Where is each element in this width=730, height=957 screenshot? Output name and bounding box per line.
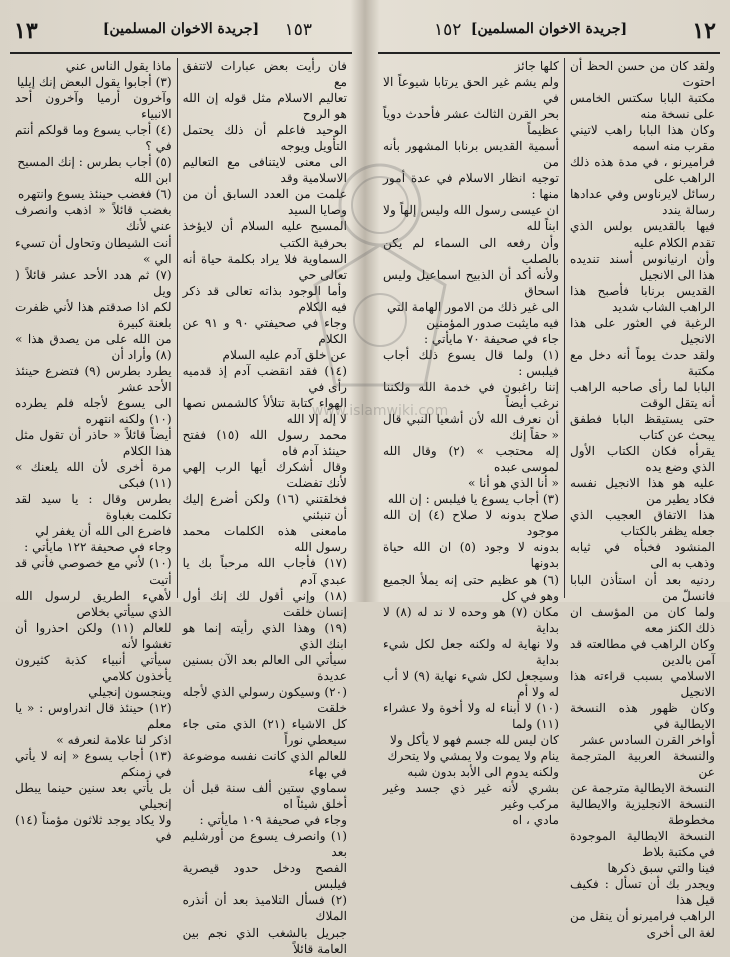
text-line: وكان الراهب في مطالعته قد آمن بالدين: [569, 636, 715, 667]
text-line: (٢٠) وسيكون رسولي الذي لأجله خلقت: [182, 684, 347, 715]
text-line: النسخة الانجليزية والايطالية مخطوطة: [569, 797, 715, 828]
text-line: بحر القرن الثالث عشر فأحدث دوياً عظيماً: [383, 107, 559, 138]
text-line: سماوي ستين ألف سنة قبل أن أخلق شيئاً اه: [182, 781, 347, 812]
left-page-title: [جريدة الاخوان المسلمين]: [102, 21, 260, 37]
text-line: وقال أشكرك أيها الرب إلهي لأنك تفضلت: [182, 460, 347, 491]
right-page-header: [378, 14, 720, 54]
text-line: الى يسوع لأجله فلم يطرده (١٠) ولكنه انتهره: [14, 395, 172, 427]
text-line: فراميرنو ، في مدة هذه ذلك الراهب على: [569, 155, 715, 186]
text-line: كان ليس لله جسم فهو لا يأكل ولا: [390, 732, 559, 747]
text-line: الاسلامي بسبب قراءته هذا الانجيل: [569, 668, 715, 699]
text-line: كلها جائز: [514, 59, 559, 73]
text-line: الى معنى لايتنافى مع التعاليم الاسلامية وقد: [182, 155, 347, 186]
watermark-seal-icon: [295, 135, 465, 435]
text-line: « أنا الذي هو أنا »: [467, 476, 559, 491]
text-line: وكان هذا البابا راهب لاتيني مقرب منه اسمه: [569, 123, 715, 154]
text-line: ولا نهاية له ولكنه جعل لكل شيء بداية: [383, 636, 559, 667]
text-line: توجيه انظار الاسلام في عدة أمور منها :: [383, 171, 559, 202]
text-line: ردنيه بعد أن استأذن البابا فانسلّ من: [569, 572, 715, 603]
text-line: فينا والتي سبق ذكرها: [607, 861, 715, 876]
text-line: جبريل بالشغب الذي نجم بين العامة قائلاً: [182, 925, 347, 956]
text-line: إننا راغبون في خدمة الله ولكننا نرغب أيضاً: [383, 379, 559, 410]
text-line: (٤) أجاب يسوع وما قولكم أنتم في ؟: [14, 123, 172, 154]
text-line: (٧) ثم هدد الأحد عشر قائلاً ( ويل: [14, 267, 172, 298]
text-line: بطرس وقال : يا سيد لقد تكلمت بغباوة: [14, 492, 172, 523]
text-line: مامعنى هذه الكلمات محمد رسول الله: [182, 524, 347, 555]
text-line: الى غير ذلك من الامور الهامة التي: [387, 299, 559, 314]
text-line: المنشود فخبأه في ثيابه وذهب به الى: [569, 540, 715, 571]
text-line: فيها بالقديس بولس الذي تقدم الكلام عليه: [569, 219, 715, 250]
text-line: لأهيء الطريق لرسول الله الذي سيأتي بخلاص: [14, 588, 172, 619]
text-line: أن نعرف الله لأن أشعيا النبي قال « حقاً إنك: [383, 412, 559, 443]
text-line: يطرد بطرس (٩) فتضرع حينئذ الأحد عشر: [14, 363, 172, 394]
text-line: البابا لما رأى صاحبه الراهب أنه يتقل الوقت: [569, 379, 715, 410]
text-line: صلاح بدونه لا صلاح (٤) إن الله موجود: [383, 508, 559, 539]
left-page-header: [10, 14, 352, 54]
text-line: وجاء في صحيفتي ٩٠ و ٩١ عن الكلام: [182, 315, 347, 346]
text-line: فاضرع الى الله أن يغفر لي: [35, 524, 172, 539]
text-line: وسيجعل لكل شيء نهاية (٩) لا أب له ولا أم: [383, 668, 559, 699]
text-line: فيه مايثبت صدور المؤمنين: [426, 315, 559, 330]
text-line: (١٢) حينئذ قال اندراوس : « يا معلم: [14, 700, 172, 731]
text-line: رسائل لايرناوس وفي عدادها رسالة يندد: [569, 187, 715, 218]
text-line: وجاء في صحيفة ١٢٢ مايأتي :: [24, 540, 172, 555]
text-line: وأن رفعه الى السماء لم يكن بالصلب: [383, 235, 559, 266]
text-line: الوحيد فاعلم أن ذلك يحتمل التأويل ويوجه: [182, 123, 347, 154]
text-line: كل الاشياء (٢١) الذي متى جاء سيعطي نوراً: [182, 716, 347, 747]
text-line: للعالم الذي كانت نفسه موضوعة في بهاء: [182, 749, 347, 780]
text-line: والنسخة العربية المترجمة عن: [569, 749, 715, 780]
text-line: الرغبة في العثور على هذا الانجيل: [569, 315, 715, 346]
text-line: (٦) هو عظيم حتى إنه يملأ الجميع وهو في كل: [383, 572, 559, 603]
text-line: فان رأيت بعض عبارات لاتتفق مع: [182, 59, 347, 90]
text-line: حتى يستيقظ البابا فطفق يبحث عن كتاب: [569, 412, 715, 443]
text-line: ينام ولا يموت ولا يمشي ولا يتحرك: [387, 749, 559, 764]
watermark-text: www.islamwiki.com: [311, 403, 449, 419]
text-line: محمد رسول الله (١٥) ففتح حينئذ آدم فاه: [182, 428, 347, 459]
text-line: وكان ظهور هذه النسخة الايطالية في: [569, 700, 715, 731]
text-line: ولا يكاد يوجد ثلاثون مؤمناً (١٤) في: [14, 813, 172, 844]
text-line: جاء في صحيفة ٧٠ مايأتي :: [423, 331, 559, 346]
text-line: القديس برنابا فأصبح هذا الراهب الشاب شديد: [569, 283, 715, 314]
text-line: ماذا يقول الناس عني: [65, 59, 172, 73]
right-header-number: ١٥٢: [434, 20, 462, 40]
text-line: (١٩) وهذا الذي رأيته إنما هو ابنك الذي: [182, 620, 347, 651]
text-line: (١٠) لا أبناء له ولا أخوة ولا عشراء (١١) ولما: [383, 700, 559, 731]
text-line: ولأنه أكد أن الذبيح اسماعيل وليس اسحاق: [383, 267, 559, 298]
right-page-title: [جريدة الاخوان المسلمين]: [470, 21, 628, 37]
text-line: المسيح عليه السلام أن لايؤخذ بحرفية الكتب: [182, 219, 347, 250]
text-line: إله محتجب » (٢) وقال الله لموسى عبده: [383, 444, 559, 475]
text-line: مادي ، اه: [512, 813, 559, 828]
text-line: ويجدر بك أن تسأل : فكيف قيل هذا: [569, 877, 715, 908]
text-line: (٥) أجاب بطرس : إنك المسيح: [17, 155, 172, 170]
text-line: (٢) فسأل التلاميذ بعد أن أنذره الملاك: [182, 893, 347, 924]
text-line: (٣) أجاب يسوع يا فيلبس : إن الله: [387, 492, 559, 507]
text-line: ابن الله: [134, 171, 172, 186]
left-header-number: ١٥٣: [284, 20, 312, 40]
text-line: بدونه لا وجود (٥) ان الله حياة بدونها: [383, 540, 559, 571]
text-line: للعالم (١١) ولكن احذروا أن تغشوا لأنه: [14, 620, 172, 651]
right-page-number: ١٢: [692, 18, 716, 44]
text-line: (١٨) وإني أقول لك إنك أول إنسان خلقت: [182, 588, 347, 619]
text-line: بل يأتي بعد سنين حينما يبطل إنجيلي: [14, 781, 172, 812]
text-line: السماوية فلا يراد بكلمة حياة أنه تعالى حي: [182, 251, 347, 282]
text-line: عن خلق آدم عليه السلام: [222, 347, 347, 362]
text-line: (١٠) لأني مع خصوصي فأني قد أتيت: [14, 556, 172, 587]
text-line: وأن ارنيانوس أسند تنديده هذا الى الانجيل: [569, 251, 715, 282]
text-line: النسخة الايطالية مترجمة عن: [571, 781, 715, 796]
text-line: عليه هو هذا الانجيل نفسه فكاد يطير من: [569, 476, 715, 507]
text-line: بشري لأنه غير ذي جسد وغير مركب وغير: [383, 781, 559, 812]
text-line: ان عيسى رسول الله وليس إلهاً ولا ابناً لله: [383, 203, 559, 234]
text-line: ولكنه يدوم الى الأبد بدون شبه: [407, 765, 559, 780]
text-line: أسمية القديس برنابا المشهور بأنه من: [383, 139, 559, 170]
text-line: اذكر لنا علامة لنعرفه »: [56, 732, 172, 747]
text-line: مكان (٧) هو وحده لا ند له (٨) لا بداية: [383, 604, 559, 635]
text-line: النسخة الايطالية الموجودة في مكتبة بلاط: [569, 829, 715, 860]
text-line: ولقد كان من حسن الحظ أن احتوت: [569, 59, 715, 90]
text-line: علمت من العدد السابق أن من وصايا السيد: [182, 187, 347, 218]
text-line: الهواء كتابة تتلألأ كالشمس نصها لا إله إلا الله: [182, 395, 347, 427]
text-line: يقرأه فكان الكتاب الأول الذي وضع يده: [569, 444, 715, 475]
text-line: (٦) فغضب حينئذ يسوع وانتهره: [17, 187, 172, 202]
text-line: الراهب فراميرنو أن ينقل من لغة الى أخرى: [569, 909, 715, 940]
text-line: هذا الاتفاق العجيب الذي جعله يظفر بالكتاب: [569, 508, 715, 539]
text-line: ولم يشم غير الحق يرتابا شيوعاً الا في: [383, 75, 559, 106]
text-line: وأما الوجود بذاته تعالى قد ذكر فيه الكلام: [182, 283, 347, 314]
text-line: وينجسون إنجيلي: [88, 684, 172, 699]
left-page-number: ١٣: [14, 18, 38, 44]
text-line: من الله على من يصدق هذا » (٨) وأراد أن: [14, 331, 172, 362]
text-line: ولقد حدث يوماً أنه دخل مع مكتبة: [569, 347, 715, 378]
text-line: أيضاً قائلاً « حاذر أن تقول مثل هذا الكلام: [14, 428, 172, 459]
text-line: تعاليم الاسلام مثل قوله إن الله هو الروح: [182, 91, 347, 122]
text-line: مكتبة البابا سكتس الخامس على نسخة منه: [569, 91, 715, 122]
text-line: (١٧) فأجاب الله مرحباً بك يا عبدي آدم: [182, 556, 347, 587]
text-line: (٣) أجابوا يقول البعض إنك إيليا: [16, 75, 172, 90]
text-line: مرة أخرى لأن الله يلعنك » (١١) فبكى: [14, 460, 172, 491]
text-line: بغضب قائلاً « اذهب وانصرف عني لأنك: [14, 203, 172, 234]
text-line: (١) وانصرف يسوع من أورشليم بعد: [182, 829, 347, 860]
text-line: لكم اذا صدقتم هذا لأني ظفرت بلعنة كبيرة: [14, 299, 172, 330]
text-line: وجاء في صحيفة ١٠٩ مايأتي :: [199, 813, 347, 828]
text-line: وآخرون أرميا وآخرون أحد الانبياء: [14, 91, 172, 122]
text-line: سيأتي الى العالم بعد الآن بسنين عديدة: [182, 652, 347, 683]
text-line: أنت الشيطان وتحاول أن تسيء الي »: [14, 235, 172, 266]
right-page-col-right: [565, 58, 720, 940]
text-line: الفصح ودخل حدود قيصرية فيلبس: [182, 861, 347, 892]
text-line: (١) ولما قال يسوع ذلك أجاب فيلبس :: [383, 347, 559, 378]
text-line: (١٤) فقد انقضب آدم إذ قدميه رأى في: [182, 363, 347, 394]
text-line: أواخر القرن السادس عشر: [580, 732, 715, 747]
left-page-col-left: [10, 58, 177, 844]
text-line: (١٣) أجاب يسوع « إنه لا يأتي في زمنكم: [14, 749, 172, 780]
text-line: سيأتي أنبياء كذبة كثيرون يأخذون كلامي: [14, 652, 172, 683]
text-line: فخلقتني (١٦) ولكن أضرع إليك أن تنبئني: [182, 492, 348, 523]
text-line: ولما كان من المؤسف ان ذلك الكنز معه: [569, 604, 715, 635]
